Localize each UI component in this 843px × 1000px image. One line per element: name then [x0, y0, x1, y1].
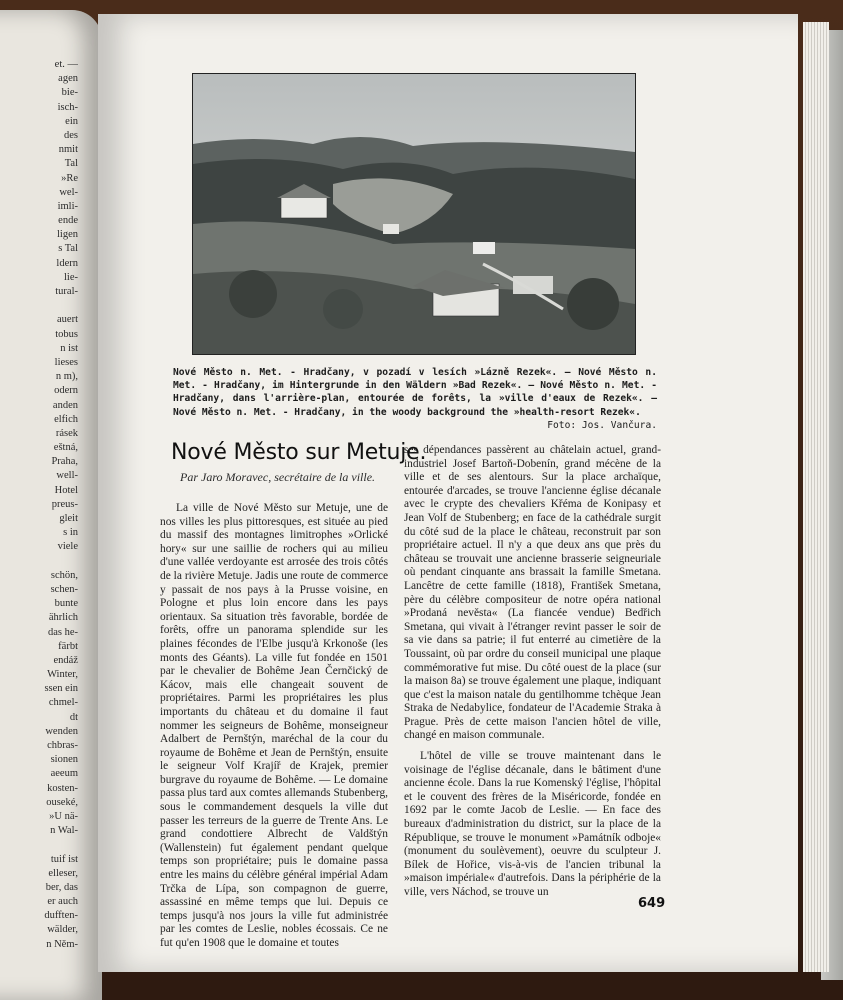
photo-caption [173, 366, 657, 432]
left-page-line: wenden [45, 725, 78, 737]
left-page-line: wälder, [47, 924, 78, 936]
left-page-line: elfich [54, 413, 78, 425]
left-page-line: ende [58, 215, 78, 227]
left-page-line: rásek [55, 427, 78, 439]
left-page-line: bunte [54, 598, 78, 610]
left-page-line: Tal [64, 158, 78, 170]
left-page-line: anden [52, 399, 78, 411]
left-page-line: aeeum [50, 768, 78, 780]
left-page-line: dufften- [44, 910, 78, 922]
left-page-line: ligen [57, 229, 78, 241]
left-page-line: lieses [54, 356, 78, 368]
left-page-line: auert [57, 314, 78, 326]
left-page-line: well- [56, 470, 78, 482]
left-page-line: schön, [50, 569, 78, 581]
left-page-line: lie- [64, 271, 78, 283]
left-page-line: n ist [60, 342, 78, 354]
left-page-line: nmit [58, 144, 78, 156]
left-page-line: bie- [61, 87, 78, 99]
left-page-line: »Re [61, 172, 78, 184]
left-page-line: s in [63, 527, 78, 539]
left-page-line: gleit [59, 513, 78, 524]
article-column-2 [404, 444, 661, 900]
left-page-line: isch- [57, 101, 78, 113]
left-page-line: färbt [58, 640, 78, 652]
left-page-line: »U nä- [49, 810, 78, 822]
left-page-line: Hotel [54, 484, 78, 496]
left-page-line: wel- [59, 186, 78, 198]
article-title: Nové Město sur Metuje. [171, 440, 427, 465]
left-page-line: n Něm- [46, 938, 78, 950]
left-page-line: et. — [54, 59, 78, 70]
left-page-line: n m), [55, 371, 78, 383]
landscape-photo [192, 73, 636, 355]
left-page-line: odern [54, 385, 78, 397]
left-page-line: sionen [50, 754, 78, 766]
left-page-line [0, 838, 78, 852]
article-column-1 [160, 502, 388, 951]
left-page-line: ährlich [48, 612, 78, 624]
photo-credit: Foto: Jos. Vančura. [547, 419, 657, 431]
left-page-line: preus- [51, 498, 78, 510]
left-page-line: s Tal [58, 243, 78, 255]
left-page-line: tural- [55, 286, 78, 297]
left-page-line: ouseké, [46, 796, 78, 808]
left-page-line: ldern [56, 257, 78, 269]
left-page-line: tuif ist [50, 853, 78, 865]
paragraph: La ville de Nové Město sur Metuje, une de nos villes les plus pittoresques, est située au pied du massif des montagnes limitrophes »Orlické hory« sur une saillie de rochers qui au milieu d'une vallée verdoyante est arrosée des trois côtés de la rivière Metuje. Jadis une route de commerce y passait de nos pays à la Prusse voisine, en Pologne et plus loin encore dans les pays orientaux. Sa situation très favorable, bordée de forêts, offre un panorama splendide sur les plaines fécondes de l'Elbe jusqu'à Krkonoše (les monts des Géants). La ville fut fondée en 1501 par le chevalier de Bohême Jean Černčický de Kácov, mais elle changeait souvent de propriétaires. Parmi les propriétaires les plus importants du château et du domaine il faut nommer les seigneurs de Bohême, monseigneur Adalbert de Pernštýn, maréchal de la cour du royaume de Bohême et Jean de Pernštýn, ensuite le seigneur Volf Krajíř de Krajek, premier burgrave du royaume de Bohême. — Le domaine passa plus tard aux comtes allemands Stubenberg, sous le commandement desquels la ville dut passer les terreurs de la guerre de Trente Ans. Le grand condottiere Albrecht de Valdštýn (Wallenstein) fut également pendant quelque temps son propriétaire; puis le domaine passa entre les mains du célèbre général impérial Adam Trčka de Lípa, son compagnon de guerre, assassiné en même temps que lui. Depuis ce temps jusqu'à nos jours la ville fut administrée par les comtes de Leslie, nobles écossais. Ce ne fut qu'en 1908 que le domaine et toutes [160, 502, 388, 949]
left-page-line: ber, das [45, 881, 78, 893]
left-page-line: das he- [47, 626, 78, 638]
left-page-line: viele [57, 541, 78, 553]
paragraph: L'hôtel de ville se trouve maintenant dans le voisinage de l'église décanale, dans le bâtiment d'une ancienne école. Dans la rue Komenský l'église, l'hôpital et le couvent des frères de la Miséricorde, fondée en 1692 par le comte Jacob de Leslie. — En face des bureaux d'administration du district, sur la place de la République, se trouve le monument »Památník odboje« (monument du soulèvement), oeuvre du sculpteur J. Bílek de Hořice, vis-à-vis de l'ancien tribunal la »maison impériale« d'autrefois. Dans la périphérie de la ville, vers Náchod, se trouve un [404, 750, 661, 898]
left-page-line: schen- [50, 583, 78, 595]
left-page [0, 10, 102, 1000]
left-page-line: dt [69, 711, 78, 723]
paragraph: ses dépendances passèrent au châtelain actuel, grand-industriel Josef Bartoň-Dobenín, grand mécène de la ville et de ses alentours. Sur la place archaïque, entourée d'arcades, se trouve l'ancienne église décanale avec le crypte des chevaliers Křéma de Konipasy et Jean Volf de Stubenberg; en face de la cathédrale surgit du côté sud de la place le château, reconstruit par son propriétaire actuel. Il n'y a que deux ans que près du château se trouvait une ancienne brasserie seigneuriale où pendant cinquante ans brassait la famille Smetana. Lancêtre de cette famille (1818), František Smetana, père du célèbre compositeur de notre opéra national »Prodaná nevěsta« (La fiancée vendue) Bedřich Smetana, qui vivait à l'étranger revint passer le soir de sa vie dans sa patrie; il fut enterré au cimetière de la Toussaint, où par ordre du conseil municipal une plaque commémorative fut mise. Du côté ouest de la place (sur la maison 8a) se trouve également une plaque, indiquant que c'est la maison natale du gentilhomme tchèque Jean Straka de Nedabylice, fondateur de l'Academie Straka à Prague. Près de cette maison l'ancien hôtel de ville, changé en maison communale. [404, 444, 661, 742]
left-page-line: des [64, 129, 78, 141]
page-stack-edge [803, 22, 829, 972]
left-page-line: chmel- [48, 697, 78, 709]
left-page-line: endáž [53, 654, 78, 666]
left-page-line: ein [65, 115, 78, 127]
left-page-line: n Wal- [50, 825, 78, 837]
right-page [98, 14, 798, 972]
left-page-line: agen [58, 73, 78, 85]
left-page-line: eštná, [53, 442, 78, 454]
left-page-line: kosten- [47, 782, 78, 794]
left-page-line [0, 555, 78, 569]
left-page-line: chbras- [47, 740, 78, 751]
left-page-line [0, 299, 78, 313]
left-page-line: er auch [47, 896, 78, 908]
left-page-line: Praha, [51, 456, 78, 468]
left-page-line: elleser, [48, 867, 78, 879]
left-page-line: imli- [57, 200, 78, 212]
left-page-line: Winter, [47, 669, 78, 681]
page-number: 649 [638, 896, 666, 911]
left-page-line: ssen ein [44, 683, 78, 695]
article-byline: Par Jaro Moravec, secrétaire de la ville. [180, 470, 376, 484]
left-page-line: tobus [55, 328, 78, 340]
caption-text: Nové Město n. Met. - Hradčany, v pozadí v lesích »Lázně Rezek«. — Nové Město n. Met. - Hradčany, im Hintergrunde in den Wäldern »Bad Rezek«. — Nové Město n. Met. - Hradčany, dans l'arrière-plan, entourée de forêts, la »ville d'eaux de Rezek«. — Nové Město n. Met. - Hradčany, in the woody background the »health-resort Rezek«. [173, 367, 657, 418]
left-page-text [0, 58, 78, 952]
